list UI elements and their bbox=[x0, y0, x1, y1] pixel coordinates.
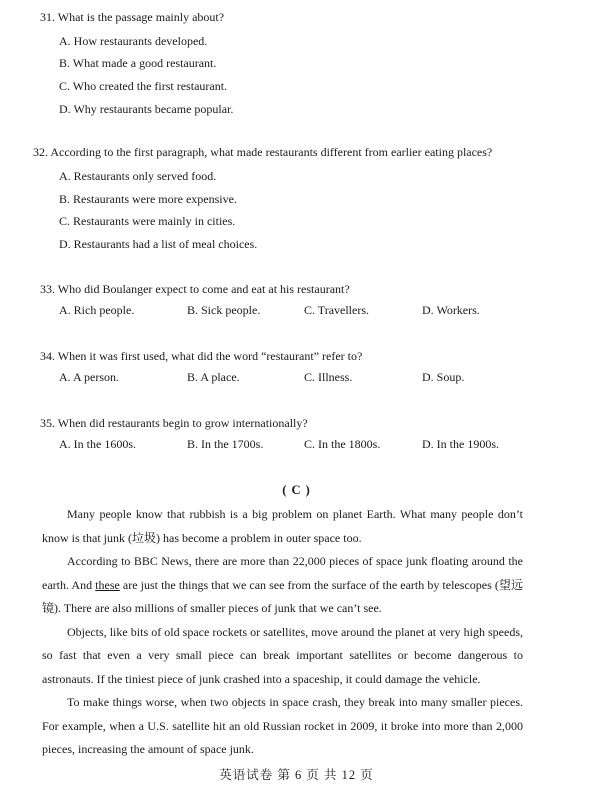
option-c: C. In the 1800s. bbox=[304, 437, 381, 451]
option-d: D. Soup. bbox=[422, 370, 465, 384]
question-33 bbox=[40, 282, 573, 322]
option-a: A. Restaurants only served food. bbox=[59, 169, 217, 183]
question-35 bbox=[40, 416, 573, 456]
underlined-word: these bbox=[95, 577, 120, 592]
option-d: D. Restaurants had a list of meal choices. bbox=[59, 237, 258, 251]
paragraph-3: Objects, like bits of old space rockets or satellites, move around the planet at very high speeds, so fast that even a very small piece can break important satellites or become dangerous to astronauts. If the tiniest piece of junk crashed into a spaceship, it could damage the vehicle. bbox=[42, 624, 523, 686]
question-31 bbox=[40, 10, 573, 120]
question-stem: 31. What is the passage mainly about? bbox=[40, 10, 225, 24]
option-d: D. Workers. bbox=[422, 303, 480, 317]
option-b: B. Sick people. bbox=[187, 303, 261, 317]
option-b: B. A place. bbox=[187, 370, 240, 384]
option-c: C. Who created the first restaurant. bbox=[59, 79, 228, 93]
option-b: B. What made a good restaurant. bbox=[59, 56, 217, 70]
option-a: A. In the 1600s. bbox=[59, 437, 136, 451]
question-stem: 32. According to the first paragraph, what made restaurants different from earlier eating places? bbox=[33, 145, 493, 159]
passage-c bbox=[42, 503, 523, 762]
question-34 bbox=[40, 349, 573, 389]
option-c: C. Restaurants were mainly in cities. bbox=[59, 214, 236, 228]
paragraph-2-text-b: are just the things that we can see from the surface of the earth by telescopes (望远镜). There are also millions of smaller pieces of junk that we can’t see. bbox=[42, 577, 523, 615]
paragraph-2 bbox=[42, 550, 523, 621]
options-row bbox=[40, 303, 560, 319]
question-32 bbox=[33, 145, 573, 255]
paragraph-1: Many people know that rubbish is a big problem on planet Earth. What many people don’t know is that junk (垃圾) has become a problem in outer space too. bbox=[42, 507, 523, 545]
option-c: C. Illness. bbox=[304, 370, 353, 384]
option-d: D. Why restaurants became popular. bbox=[59, 102, 234, 116]
option-a: A. Rich people. bbox=[59, 303, 135, 317]
options-row bbox=[40, 370, 560, 386]
paragraph-2-text-a: According to BBC News, there are more than 22,000 pieces of space junk floating around the earth. And bbox=[42, 554, 523, 592]
option-d: D. In the 1900s. bbox=[422, 437, 499, 451]
option-b: B. Restaurants were more expensive. bbox=[59, 192, 237, 206]
section-title: ( C ) bbox=[282, 483, 311, 497]
option-a: A. A person. bbox=[59, 370, 119, 384]
question-stem: 34. When it was first used, what did the word “restaurant” refer to? bbox=[40, 349, 363, 363]
option-c: C. Travellers. bbox=[304, 303, 370, 317]
option-b: B. In the 1700s. bbox=[187, 437, 264, 451]
question-stem: 33. Who did Boulanger expect to come and eat at his restaurant? bbox=[40, 282, 350, 296]
options-row bbox=[40, 437, 560, 453]
question-stem: 35. When did restaurants begin to grow internationally? bbox=[40, 416, 308, 430]
option-a: A. How restaurants developed. bbox=[59, 34, 208, 48]
paragraph-4: To make things worse, when two objects in space crash, they break into many smaller pieces. For example, when a U.S. satellite hit an old Russian rocket in 2009, it broke into more than 2,000 pieces, increasing the amount of space junk. bbox=[42, 695, 523, 756]
page-footer: 英语试卷 第 6 页 共 12 页 bbox=[219, 768, 374, 782]
